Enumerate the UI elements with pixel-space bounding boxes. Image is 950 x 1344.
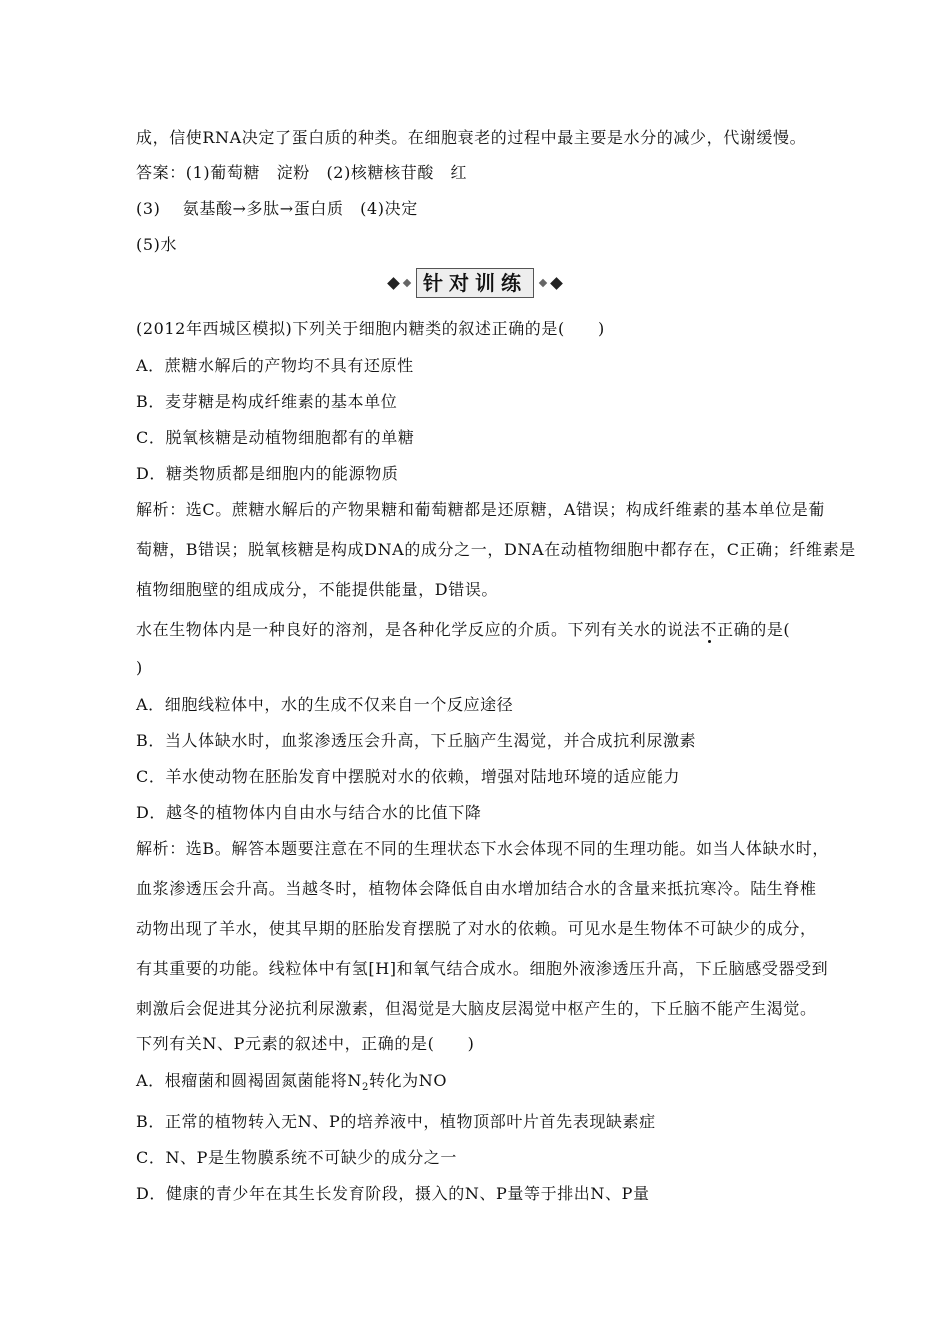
explanation-line: 有其重要的功能。线粒体中有氢[H]和氧气结合成水。细胞外液渗透压升高，下丘脑感受器受到 [136,959,829,978]
section-banner [0,268,950,298]
option-d: D．健康的青少年在其生长发育阶段，摄入的N、P量等于排出N、P量 [136,1184,650,1203]
diamond-icon [387,277,400,290]
section-title: 针对训练 [416,268,534,298]
option-a: A．蔗糖水解后的产物均不具有还原性 [136,356,414,375]
question-stem: (2012年西城区模拟)下列关于细胞内糖类的叙述正确的是( ) [136,319,605,338]
option-b: B．正常的植物转入无N、P的培养液中，植物顶部叶片首先表现缺素症 [136,1112,656,1131]
option-c: C．羊水使动物在胚胎发育中摆脱对水的依赖，增强对陆地环境的适应能力 [136,767,681,786]
option-c: C．脱氧核糖是动植物细胞都有的单糖 [136,428,415,447]
explanation-line: 植物细胞壁的组成成分，不能提供能量，D错误。 [136,580,499,599]
text-line: 成，信使RNA决定了蛋白质的种类。在细胞衰老的过程中最主要是水分的减少，代谢缓慢。 [136,128,807,147]
diamond-icon [550,277,563,290]
stem-text: 水在生物体内是一种良好的溶剂，是各种化学反应的介质。下列有关水的说法 [136,620,701,639]
option-text: A．根瘤菌和圆褐固氮菌能将N [136,1071,362,1090]
option-a: A．细胞线粒体中，水的生成不仅来自一个反应途径 [136,695,514,714]
option-d: D．糖类物质都是细胞内的能源物质 [136,464,399,483]
explanation-line: 血浆渗透压会升高。当越冬时，植物体会降低自由水增加结合水的含量来抵抗寒冷。陆生脊椎 [136,879,817,898]
stem-continuation: ) [136,658,143,677]
explanation-line: 动物出现了羊水，使其早期的胚胎发育摆脱了对水的依赖。可见水是生物体不可缺少的成分， [136,919,817,938]
option-c: C．N、P是生物膜系统不可缺少的成分之一 [136,1148,458,1167]
option-b: B．麦芽糖是构成纤维素的基本单位 [136,392,398,411]
emphasis-mark: 不 [700,620,718,639]
explanation-line: 解析：选B。解答本题要注意在不同的生理状态下水会体现不同的生理功能。如当人体缺水时， [136,839,829,858]
answer-line: (5)水 [136,235,178,254]
question-stem: 下列有关N、P元素的叙述中，正确的是( ) [136,1034,475,1053]
answer-line: 答案：(1)葡萄糖 淀粉 (2)核糖核苷酸 红 [136,163,468,182]
option-text: 转化为NO [368,1071,448,1090]
option-a [136,1070,447,1099]
option-b: B．当人体缺水时，血浆渗透压会升高，下丘脑产生渴觉，并合成抗利尿激素 [136,731,697,750]
stem-text: 正确的是( [717,620,791,639]
question-stem [136,619,790,641]
answer-line: (3) 氨基酸→多肽→蛋白质 (4)决定 [136,199,418,218]
explanation-line: 萄糖，B错误；脱氧核糖是构成DNA的成分之一，DNA在动植物细胞中都存在，C正确；纤维素是 [136,540,856,559]
option-d: D．越冬的植物体内自由水与结合水的比值下降 [136,803,482,822]
diamond-icon [403,279,411,287]
diamond-icon [539,279,547,287]
explanation-line: 解析：选C。蔗糖水解后的产物果糖和葡萄糖都是还原糖，A错误；构成纤维素的基本单位是葡 [136,500,825,519]
subscript: 2 [361,1082,369,1094]
explanation-line: 刺激后会促进其分泌抗利尿激素，但渴觉是大脑皮层渴觉中枢产生的，下丘脑不能产生渴觉。 [136,999,817,1018]
